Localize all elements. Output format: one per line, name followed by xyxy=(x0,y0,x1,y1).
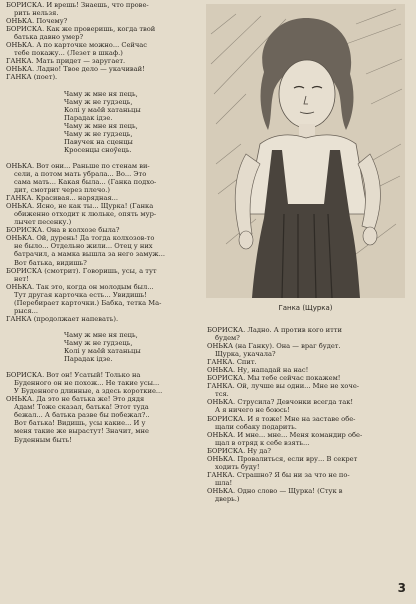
text-line: ГАНКА. Ой, лучше вы одни... Мне не хоче- xyxy=(207,382,360,391)
text-line: ОНЬКА. Одно слово — Щурка! (Стук в xyxy=(207,486,343,495)
page-number: 3 xyxy=(397,581,406,595)
text-line: сама мать... Какая была... (Ганка подхо- xyxy=(14,178,157,187)
text-line: нет! xyxy=(14,274,29,283)
text-line: БОРИСКА. Мы тебе сейчас покажем! xyxy=(207,374,341,383)
text-line: Щурка, укачала? xyxy=(215,350,276,359)
text-line: щали собаку подарить. xyxy=(215,422,297,431)
text-line: ОНЬКА. Так это, когда он молодым был... xyxy=(6,282,154,291)
text-line: Тут другая карточка есть... Увидишь! xyxy=(14,290,147,299)
text-line: БОРИСКА. Вот он! Усатый! Только на xyxy=(6,371,141,380)
text-line: лычет песенку.) xyxy=(14,218,72,227)
text-line: шла! xyxy=(215,478,233,487)
text-line: ОНЬКА. Да это не батька же! Это дядя xyxy=(6,395,145,404)
text-line: ОНЬКА. Ясно, не как ты... Щурка! (Ганка xyxy=(6,202,154,211)
play-text-left-column xyxy=(6,1,200,444)
text-line: обиженно отходит к люльке, опять мур- xyxy=(14,210,157,219)
text-line: ГАНКА. Страшно? Я бы ни за что не по- xyxy=(207,470,350,479)
text-line: (Перебирает карточки.) Бабка, тетка Ма- xyxy=(14,298,162,307)
text-line: ГАНКА. Спит. xyxy=(207,358,257,367)
text-line: дит, смотрит через плечо.) xyxy=(14,186,110,195)
text-line: сели, а потом мать убрала... Во... Это xyxy=(14,169,147,178)
text-line: ОНЬКА. Вот они... Раньше по стенам ви- xyxy=(6,161,150,170)
illustration-ganka xyxy=(206,4,405,298)
text-line: батька давно умер? xyxy=(14,33,84,42)
text-line: ГАНКА (продолжает напевать). xyxy=(6,314,119,323)
text-line: будем? xyxy=(215,334,240,343)
text-line: ОНЬКА. И мне... мне... Меня командир обе- xyxy=(207,430,363,439)
blank-line xyxy=(6,154,200,162)
song-line: Чаму ж не гудзець, xyxy=(64,97,133,106)
text-line: щал в отряд к себе взять... xyxy=(215,438,310,447)
illustration-caption: Ганка (Щурка) xyxy=(278,304,333,312)
text-line: меня такие же вырастут! Значит, мне xyxy=(14,427,149,436)
text-line: рыся... xyxy=(14,306,38,315)
blank-line xyxy=(6,363,200,371)
text-line: ОНЬКА. Ладно! Твое дело — укачивай! xyxy=(6,65,145,74)
text-line: ходить буду! xyxy=(215,462,260,471)
song-line: Чаму ж мне ня пець, xyxy=(64,89,138,98)
text-line: ОНЬКА. Струсила? Девчонки всегда так! xyxy=(207,398,354,407)
song-line: Чаму ж мне ня пець, xyxy=(64,121,138,130)
song-line: Чаму ж не гудзець, xyxy=(64,338,133,347)
song-line: Кросенцы сноўець. xyxy=(64,145,132,154)
song-line: Парадак ідзе. xyxy=(64,113,113,122)
song-line: Чаму ж мне ня пець, xyxy=(64,330,138,339)
text-line: ГАНКА. Мать придет — заругает. xyxy=(6,57,126,66)
text-line: Буденного он не похож... Не такие усы... xyxy=(14,379,160,388)
text-line: тебе покажу... (Лезет в шкаф.) xyxy=(14,49,123,58)
text-line: ОНЬКА. Ой, дурень! Да тогда колхозов-то xyxy=(6,234,155,243)
text-line: ОНЬКА. Почему? xyxy=(6,17,68,26)
text-line: БОРИСКА. Ну да? xyxy=(207,446,271,455)
song-line: Павучек на сценцы xyxy=(64,137,133,146)
text-line: ОНЬКА. Ну, нападай на нас! xyxy=(207,366,309,375)
text-line: Вот батька, видишь? xyxy=(14,258,87,267)
play-text-right-column xyxy=(207,326,410,503)
text-line: ОНЬКА. А по карточке можно... Сейчас xyxy=(6,41,148,50)
text-line: дверь.) xyxy=(215,494,240,503)
song-line: Колі у маёй хатаньцы xyxy=(64,105,141,114)
blank-line xyxy=(6,323,200,331)
text-line: БОРИСКА (смотрит). Говоришь, усы, а тут xyxy=(6,266,157,275)
text-line: БОРИСКА. Она в колхозе была? xyxy=(6,226,120,235)
song-line: Парадак ідзе. xyxy=(64,355,113,364)
text-line: ГАНКА. Красивая... нарядная... xyxy=(6,194,119,203)
text-line: БОРИСКА. И я тоже! Мне на заставе обе- xyxy=(207,414,356,423)
text-line: Буденным быть! xyxy=(14,435,72,444)
girl-portrait-drawing xyxy=(206,4,405,298)
text-line: тся. xyxy=(215,390,229,399)
text-line: Вот батька! Видишь, усы какие... И у xyxy=(14,419,146,428)
text-line: батрачил, а мамка вышла за него замуж... xyxy=(14,250,165,259)
blank-line xyxy=(6,81,200,89)
text-line: БОРИСКА. Ладно. А против кого итти xyxy=(207,326,342,334)
text-line: рить нельзя. xyxy=(14,9,59,18)
text-line: У Буденного длинные, а здесь короткие... xyxy=(14,387,163,396)
text-line: ГАНКА (поет). xyxy=(6,73,58,82)
text-line: А я ничего не боюсь! xyxy=(215,406,290,415)
song-line: Чаму ж не гудзець, xyxy=(64,129,133,138)
text-line: ОНЬКА. Провалиться, если вру... В секрет xyxy=(207,454,358,463)
text-line: БОРИСКА. Как же проверишь, когда твой xyxy=(6,25,156,34)
text-line: Адам! Тоже сказал, батька! Этот туда xyxy=(14,403,149,412)
song-line: Колі у маёй хатаньцы xyxy=(64,347,141,356)
text-line: не было... Отдельно жили... Отец у них xyxy=(14,242,153,251)
text-line: ОНЬКА (на Ганку). Она — враг будет. xyxy=(207,342,341,351)
text-line: бежал... А батька разве бы побежал?.. xyxy=(14,411,150,420)
text-line: БОРИСКА. И врешь! Знаешь, что прове- xyxy=(6,1,149,9)
